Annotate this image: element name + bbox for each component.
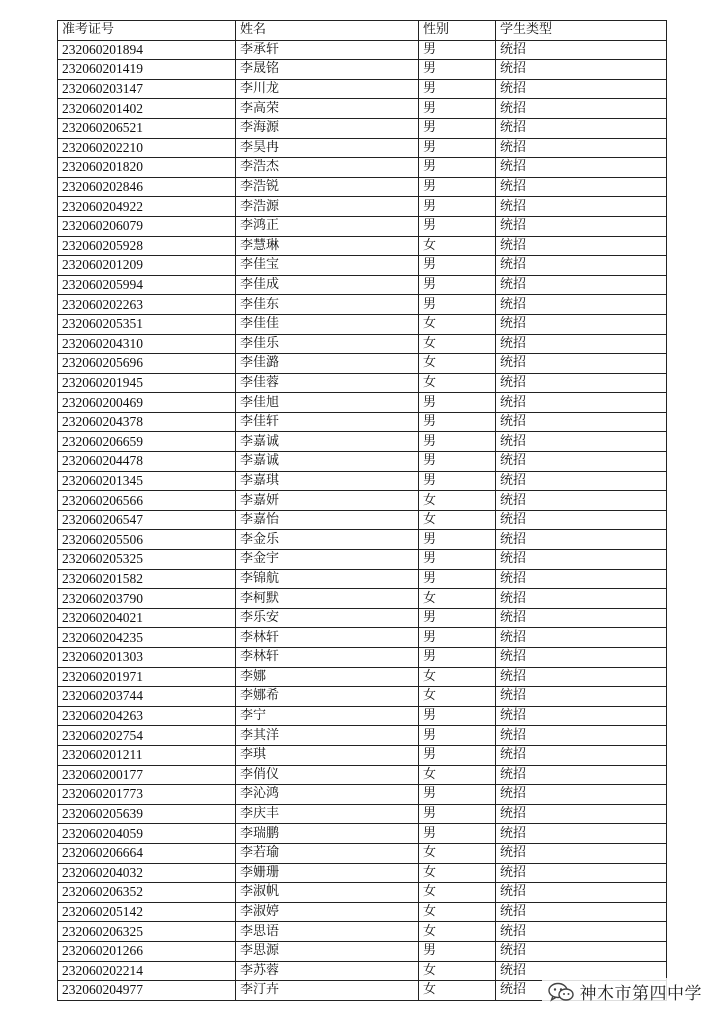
- header-exam-id: 准考证号: [58, 21, 236, 41]
- table-row: [58, 99, 667, 119]
- exam-id-cell: 232060205928: [58, 236, 236, 256]
- exam-id-cell: 232060206659: [58, 432, 236, 452]
- exam-id-cell: 232060202210: [58, 138, 236, 158]
- student-type-cell: 统招: [496, 118, 667, 138]
- student-type-cell: 统招: [496, 314, 667, 334]
- table-row: [58, 569, 667, 589]
- name-cell: 李琪: [236, 745, 419, 765]
- name-cell: 李林轩: [236, 648, 419, 668]
- name-cell: 李嘉琪: [236, 471, 419, 491]
- name-cell: 李佳宝: [236, 256, 419, 276]
- table-row: [58, 745, 667, 765]
- table-row: [58, 687, 667, 707]
- name-cell: 李嘉诚: [236, 432, 419, 452]
- name-cell: 李思语: [236, 922, 419, 942]
- gender-cell: 男: [419, 452, 496, 472]
- gender-cell: 男: [419, 941, 496, 961]
- name-cell: 李佳佳: [236, 314, 419, 334]
- table-row: [58, 354, 667, 374]
- gender-cell: 男: [419, 256, 496, 276]
- table-row: [58, 334, 667, 354]
- gender-cell: 女: [419, 491, 496, 511]
- student-type-cell: 统招: [496, 256, 667, 276]
- student-type-cell: 统招: [496, 941, 667, 961]
- student-type-cell: 统招: [496, 569, 667, 589]
- name-cell: 李乐安: [236, 608, 419, 628]
- name-cell: 李浩锐: [236, 177, 419, 197]
- name-cell: 李林轩: [236, 628, 419, 648]
- exam-id-cell: 232060202263: [58, 295, 236, 315]
- name-cell: 李川龙: [236, 79, 419, 99]
- student-type-cell: 统招: [496, 922, 667, 942]
- table-row: [58, 138, 667, 158]
- name-cell: 李鸿正: [236, 216, 419, 236]
- name-cell: 李娜希: [236, 687, 419, 707]
- table-row: [58, 393, 667, 413]
- gender-cell: 男: [419, 785, 496, 805]
- table-row: [58, 373, 667, 393]
- exam-id-cell: 232060201266: [58, 941, 236, 961]
- header-name: 姓名: [236, 21, 419, 41]
- gender-cell: 女: [419, 961, 496, 981]
- table-row: [58, 608, 667, 628]
- exam-id-cell: 232060205506: [58, 530, 236, 550]
- table-row: [58, 60, 667, 80]
- watermark-text: 神木市第四中学: [579, 984, 702, 1004]
- student-type-cell: 统招: [496, 902, 667, 922]
- name-cell: 李其洋: [236, 726, 419, 746]
- student-type-cell: 统招: [496, 687, 667, 707]
- student-type-cell: 统招: [496, 138, 667, 158]
- table-row: [58, 491, 667, 511]
- student-type-cell: 统招: [496, 961, 667, 981]
- gender-cell: 男: [419, 216, 496, 236]
- table-row: [58, 236, 667, 256]
- gender-cell: 女: [419, 354, 496, 374]
- exam-id-cell: 232060201820: [58, 158, 236, 178]
- table-row: [58, 785, 667, 805]
- student-table-body: [58, 21, 667, 1001]
- table-row: [58, 432, 667, 452]
- gender-cell: 男: [419, 275, 496, 295]
- gender-cell: 男: [419, 177, 496, 197]
- exam-id-cell: 232060201582: [58, 569, 236, 589]
- name-cell: 李瑞鹏: [236, 824, 419, 844]
- gender-cell: 男: [419, 648, 496, 668]
- name-cell: 李海源: [236, 118, 419, 138]
- student-type-cell: 统招: [496, 648, 667, 668]
- exam-id-cell: 232060206352: [58, 883, 236, 903]
- table-row: [58, 941, 667, 961]
- name-cell: 李苏蓉: [236, 961, 419, 981]
- student-type-cell: 统招: [496, 216, 667, 236]
- exam-id-cell: 232060206566: [58, 491, 236, 511]
- student-type-cell: 统招: [496, 628, 667, 648]
- student-type-cell: 统招: [496, 334, 667, 354]
- student-type-cell: 统招: [496, 491, 667, 511]
- student-type-cell: 统招: [496, 197, 667, 217]
- gender-cell: 男: [419, 824, 496, 844]
- gender-cell: 女: [419, 863, 496, 883]
- exam-id-cell: 232060204059: [58, 824, 236, 844]
- gender-cell: 男: [419, 295, 496, 315]
- exam-id-cell: 232060205696: [58, 354, 236, 374]
- table-row: [58, 530, 667, 550]
- name-cell: 李浩源: [236, 197, 419, 217]
- name-cell: 李汀卉: [236, 981, 419, 1001]
- exam-id-cell: 232060206079: [58, 216, 236, 236]
- exam-id-cell: 232060206547: [58, 510, 236, 530]
- student-type-cell: 统招: [496, 295, 667, 315]
- exam-id-cell: 232060201402: [58, 99, 236, 119]
- student-type-cell: 统招: [496, 60, 667, 80]
- exam-id-cell: 232060204310: [58, 334, 236, 354]
- table-row: [58, 902, 667, 922]
- table-row: [58, 452, 667, 472]
- student-type-cell: 统招: [496, 412, 667, 432]
- student-type-cell: 统招: [496, 393, 667, 413]
- name-cell: 李金乐: [236, 530, 419, 550]
- table-row: [58, 922, 667, 942]
- gender-cell: 男: [419, 79, 496, 99]
- table-row: [58, 158, 667, 178]
- exam-id-cell: 232060201894: [58, 40, 236, 60]
- exam-id-cell: 232060205325: [58, 550, 236, 570]
- name-cell: 李昊冉: [236, 138, 419, 158]
- header-student-type: 学生类型: [496, 21, 667, 41]
- table-row: [58, 863, 667, 883]
- table-row: [58, 118, 667, 138]
- exam-id-cell: 232060201303: [58, 648, 236, 668]
- exam-id-cell: 232060204021: [58, 608, 236, 628]
- student-type-cell: 统招: [496, 785, 667, 805]
- student-type-cell: 统招: [496, 530, 667, 550]
- gender-cell: 男: [419, 569, 496, 589]
- table-row: [58, 804, 667, 824]
- name-cell: 李娜: [236, 667, 419, 687]
- student-type-cell: 统招: [496, 275, 667, 295]
- table-row: [58, 648, 667, 668]
- name-cell: 李晟铭: [236, 60, 419, 80]
- name-cell: 李柯默: [236, 589, 419, 609]
- exam-id-cell: 232060201971: [58, 667, 236, 687]
- exam-id-cell: 232060204263: [58, 706, 236, 726]
- name-cell: 李高荣: [236, 99, 419, 119]
- student-type-cell: 统招: [496, 589, 667, 609]
- table-row: [58, 216, 667, 236]
- name-cell: 李姗珊: [236, 863, 419, 883]
- table-row: [58, 824, 667, 844]
- gender-cell: 女: [419, 843, 496, 863]
- student-type-cell: 统招: [496, 177, 667, 197]
- gender-cell: 男: [419, 628, 496, 648]
- name-cell: 李俏仪: [236, 765, 419, 785]
- gender-cell: 男: [419, 99, 496, 119]
- student-type-cell: 统招: [496, 452, 667, 472]
- table-row: [58, 883, 667, 903]
- header-row: [58, 21, 667, 41]
- gender-cell: 女: [419, 314, 496, 334]
- exam-id-cell: 232060201773: [58, 785, 236, 805]
- table-row: [58, 314, 667, 334]
- exam-id-cell: 232060201209: [58, 256, 236, 276]
- gender-cell: 男: [419, 608, 496, 628]
- name-cell: 李嘉怡: [236, 510, 419, 530]
- student-type-cell: 统招: [496, 981, 667, 1001]
- student-type-cell: 统招: [496, 550, 667, 570]
- gender-cell: 女: [419, 922, 496, 942]
- name-cell: 李慧琳: [236, 236, 419, 256]
- student-type-cell: 统招: [496, 373, 667, 393]
- table-row: [58, 177, 667, 197]
- name-cell: 李宁: [236, 706, 419, 726]
- exam-id-cell: 232060204478: [58, 452, 236, 472]
- header-gender: 性别: [419, 21, 496, 41]
- table-row: [58, 550, 667, 570]
- table-row: [58, 471, 667, 491]
- exam-id-cell: 232060202214: [58, 961, 236, 981]
- gender-cell: 男: [419, 118, 496, 138]
- gender-cell: 女: [419, 687, 496, 707]
- name-cell: 李佳蓉: [236, 373, 419, 393]
- gender-cell: 女: [419, 902, 496, 922]
- student-type-cell: 统招: [496, 706, 667, 726]
- student-type-cell: 统招: [496, 471, 667, 491]
- gender-cell: 男: [419, 40, 496, 60]
- exam-id-cell: 232060200469: [58, 393, 236, 413]
- gender-cell: 女: [419, 667, 496, 687]
- gender-cell: 男: [419, 60, 496, 80]
- exam-id-cell: 232060204235: [58, 628, 236, 648]
- gender-cell: 男: [419, 158, 496, 178]
- student-type-cell: 统招: [496, 510, 667, 530]
- table-row: [58, 726, 667, 746]
- exam-id-cell: 232060206521: [58, 118, 236, 138]
- name-cell: 李浩杰: [236, 158, 419, 178]
- exam-id-cell: 232060206325: [58, 922, 236, 942]
- table-row: [58, 40, 667, 60]
- gender-cell: 女: [419, 510, 496, 530]
- student-table: [57, 20, 667, 1001]
- name-cell: 李佳轩: [236, 412, 419, 432]
- gender-cell: 男: [419, 550, 496, 570]
- student-type-cell: 统招: [496, 824, 667, 844]
- gender-cell: 男: [419, 471, 496, 491]
- name-cell: 李思源: [236, 941, 419, 961]
- gender-cell: 男: [419, 745, 496, 765]
- student-type-cell: 统招: [496, 99, 667, 119]
- gender-cell: 男: [419, 412, 496, 432]
- exam-id-cell: 232060204378: [58, 412, 236, 432]
- student-type-cell: 统招: [496, 432, 667, 452]
- watermark: [542, 978, 707, 1005]
- gender-cell: 女: [419, 765, 496, 785]
- gender-cell: 男: [419, 393, 496, 413]
- table-row: [58, 667, 667, 687]
- exam-id-cell: 232060201211: [58, 745, 236, 765]
- name-cell: 李佳成: [236, 275, 419, 295]
- name-cell: 李淑婷: [236, 902, 419, 922]
- student-type-cell: 统招: [496, 608, 667, 628]
- exam-id-cell: 232060204922: [58, 197, 236, 217]
- gender-cell: 男: [419, 197, 496, 217]
- name-cell: 李佳乐: [236, 334, 419, 354]
- student-type-cell: 统招: [496, 843, 667, 863]
- table-row: [58, 765, 667, 785]
- student-type-cell: 统招: [496, 236, 667, 256]
- exam-id-cell: 232060202754: [58, 726, 236, 746]
- name-cell: 李若瑜: [236, 843, 419, 863]
- gender-cell: 男: [419, 726, 496, 746]
- name-cell: 李承轩: [236, 40, 419, 60]
- name-cell: 李淑帆: [236, 883, 419, 903]
- exam-id-cell: 232060201419: [58, 60, 236, 80]
- exam-id-cell: 232060202846: [58, 177, 236, 197]
- table-row: [58, 412, 667, 432]
- student-type-cell: 统招: [496, 158, 667, 178]
- gender-cell: 女: [419, 883, 496, 903]
- name-cell: 李嘉妍: [236, 491, 419, 511]
- exam-id-cell: 232060203147: [58, 79, 236, 99]
- student-type-cell: 统招: [496, 354, 667, 374]
- table-row: [58, 510, 667, 530]
- gender-cell: 男: [419, 432, 496, 452]
- table-row: [58, 589, 667, 609]
- table-row: [58, 79, 667, 99]
- exam-id-cell: 232060205639: [58, 804, 236, 824]
- name-cell: 李佳潞: [236, 354, 419, 374]
- gender-cell: 女: [419, 589, 496, 609]
- exam-id-cell: 232060204032: [58, 863, 236, 883]
- exam-id-cell: 232060203790: [58, 589, 236, 609]
- student-type-cell: 统招: [496, 804, 667, 824]
- table-row: [58, 197, 667, 217]
- table-row: [58, 275, 667, 295]
- student-type-cell: 统招: [496, 883, 667, 903]
- gender-cell: 女: [419, 373, 496, 393]
- gender-cell: 女: [419, 236, 496, 256]
- gender-cell: 男: [419, 706, 496, 726]
- exam-id-cell: 232060200177: [58, 765, 236, 785]
- student-type-cell: 统招: [496, 667, 667, 687]
- exam-id-cell: 232060201345: [58, 471, 236, 491]
- exam-id-cell: 232060204977: [58, 981, 236, 1001]
- student-type-cell: 统招: [496, 726, 667, 746]
- name-cell: 李佳东: [236, 295, 419, 315]
- exam-id-cell: 232060206664: [58, 843, 236, 863]
- table-row: [58, 628, 667, 648]
- exam-id-cell: 232060205994: [58, 275, 236, 295]
- exam-id-cell: 232060201945: [58, 373, 236, 393]
- name-cell: 李沁鸿: [236, 785, 419, 805]
- wechat-icon: [548, 982, 574, 1002]
- table-row: [58, 295, 667, 315]
- name-cell: 李庆丰: [236, 804, 419, 824]
- gender-cell: 男: [419, 804, 496, 824]
- name-cell: 李金宇: [236, 550, 419, 570]
- roster-sheet: [57, 20, 667, 1001]
- gender-cell: 女: [419, 981, 496, 1001]
- student-type-cell: 统招: [496, 863, 667, 883]
- student-type-cell: 统招: [496, 40, 667, 60]
- gender-cell: 男: [419, 138, 496, 158]
- student-type-cell: 统招: [496, 745, 667, 765]
- student-type-cell: 统招: [496, 79, 667, 99]
- table-row: [58, 843, 667, 863]
- exam-id-cell: 232060203744: [58, 687, 236, 707]
- exam-id-cell: 232060205351: [58, 314, 236, 334]
- student-type-cell: 统招: [496, 765, 667, 785]
- name-cell: 李嘉诚: [236, 452, 419, 472]
- gender-cell: 男: [419, 530, 496, 550]
- name-cell: 李锦航: [236, 569, 419, 589]
- exam-id-cell: 232060205142: [58, 902, 236, 922]
- name-cell: 李佳旭: [236, 393, 419, 413]
- table-row: [58, 706, 667, 726]
- table-row: [58, 256, 667, 276]
- gender-cell: 女: [419, 334, 496, 354]
